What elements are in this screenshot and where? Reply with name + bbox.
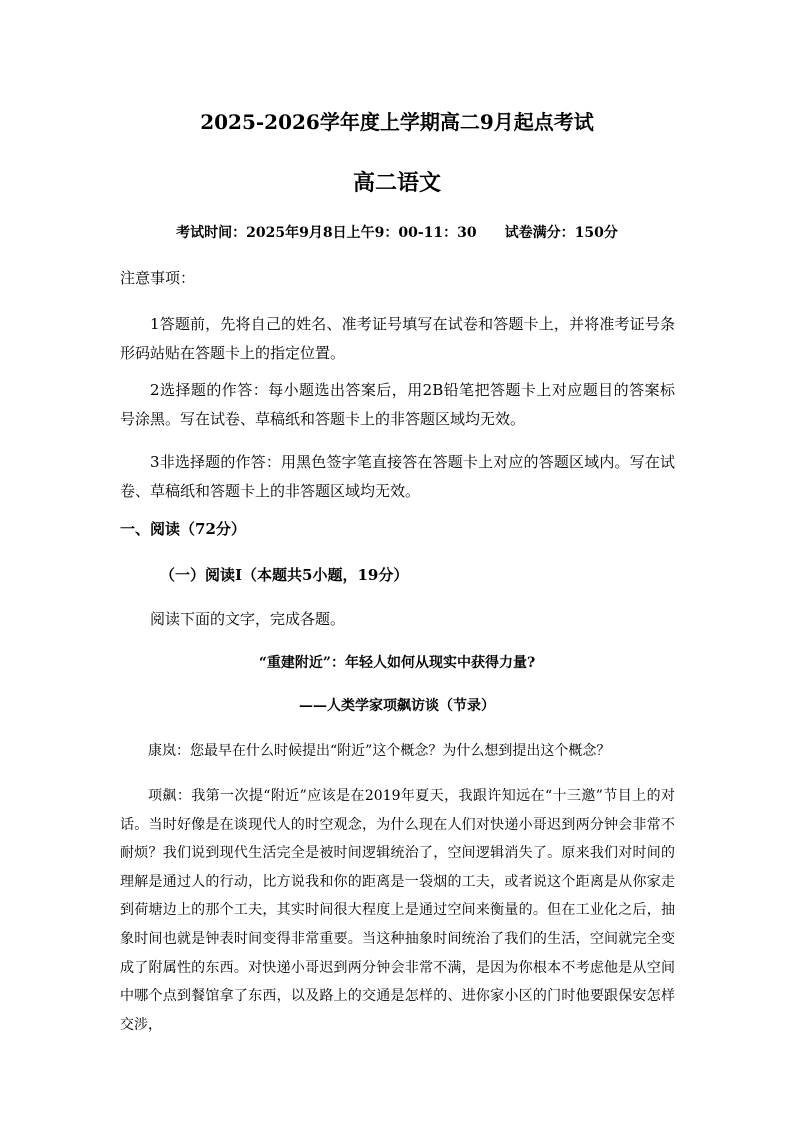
- reading-instruction: 阅读下面的文字，完成各题。: [150, 610, 346, 628]
- article-subtitle: ——人类学家项飙访谈（节录）: [299, 698, 495, 714]
- article-title: “重建附近”：年轻人如何从现实中获得力量?: [258, 655, 536, 671]
- article-paragraph: 康岚：您最早在什么时候提出“附近”这个概念？为什么想到提出这个概念？: [148, 743, 611, 759]
- subject-title: 高二语文: [352, 170, 441, 196]
- article-paragraph: 项飙：我第一次提“附近”应该是在2019年夏天，我跟许知远在“十三邀”节目上的对话。当时好像是在谈现代人的时空观念，为什么现在人们对快递小哥迟到两分钟会非常不耐烦？我们说到现代生活完全是被时间逻辑统治了，空间逻辑消失了。原来我们对时间的理解是通过人的行动，比方说我和你的距离是一袋烟的工夫，或者说这个距离是从你家走到荷塘边上的那个工夫，其实时间很大程度上是通过空间来衡量的。但在工业化之后，抽象时间也就是钟表时间变得非常重要。当这种抽象时间统治了我们的生活，空间就完全变成了附属性的东西。对快递小哥迟到两分钟会非常不满，是因为你根本不考虑他是从空间中哪个点到餐馆拿了东西，以及路上的交通是怎样的、进你家小区的门时他要跟保安怎样交涉，: [120, 788, 675, 1033]
- full-score: 试卷满分：150分: [504, 225, 618, 241]
- note-item-3: 3非选择题的作答：用黑色签字笔直接答在答题卡上对应的答题区域内。写在试卷、草稿纸和答题卡上的非答题区域均无效。: [120, 453, 675, 500]
- subsection-heading: （一）阅读Ⅰ（本题共5小题，19分）: [160, 566, 409, 584]
- section-heading: 一、阅读（72分）: [120, 520, 246, 538]
- note-item-1: 1答题前，先将自己的姓名、准考证号填写在试卷和答题卡上，并将准考证号条形码站贴在答题卡上的指定位置。: [120, 315, 675, 362]
- notes-title: 注意事项：: [120, 269, 196, 287]
- note-item-2: 2选择题的作答：每小题选出答案后，用2B铅笔把答题卡上对应题目的答案标号涂黑。写在试卷、草稿纸和答题卡上的非答题区域均无效。: [120, 381, 675, 428]
- exam-info: [0, 222, 794, 242]
- exam-title: 2025-2026学年度上学期高二9月起点考试: [200, 110, 594, 134]
- exam-time: 考试时间：2025年9月8日上午9：00-11：30: [176, 225, 477, 241]
